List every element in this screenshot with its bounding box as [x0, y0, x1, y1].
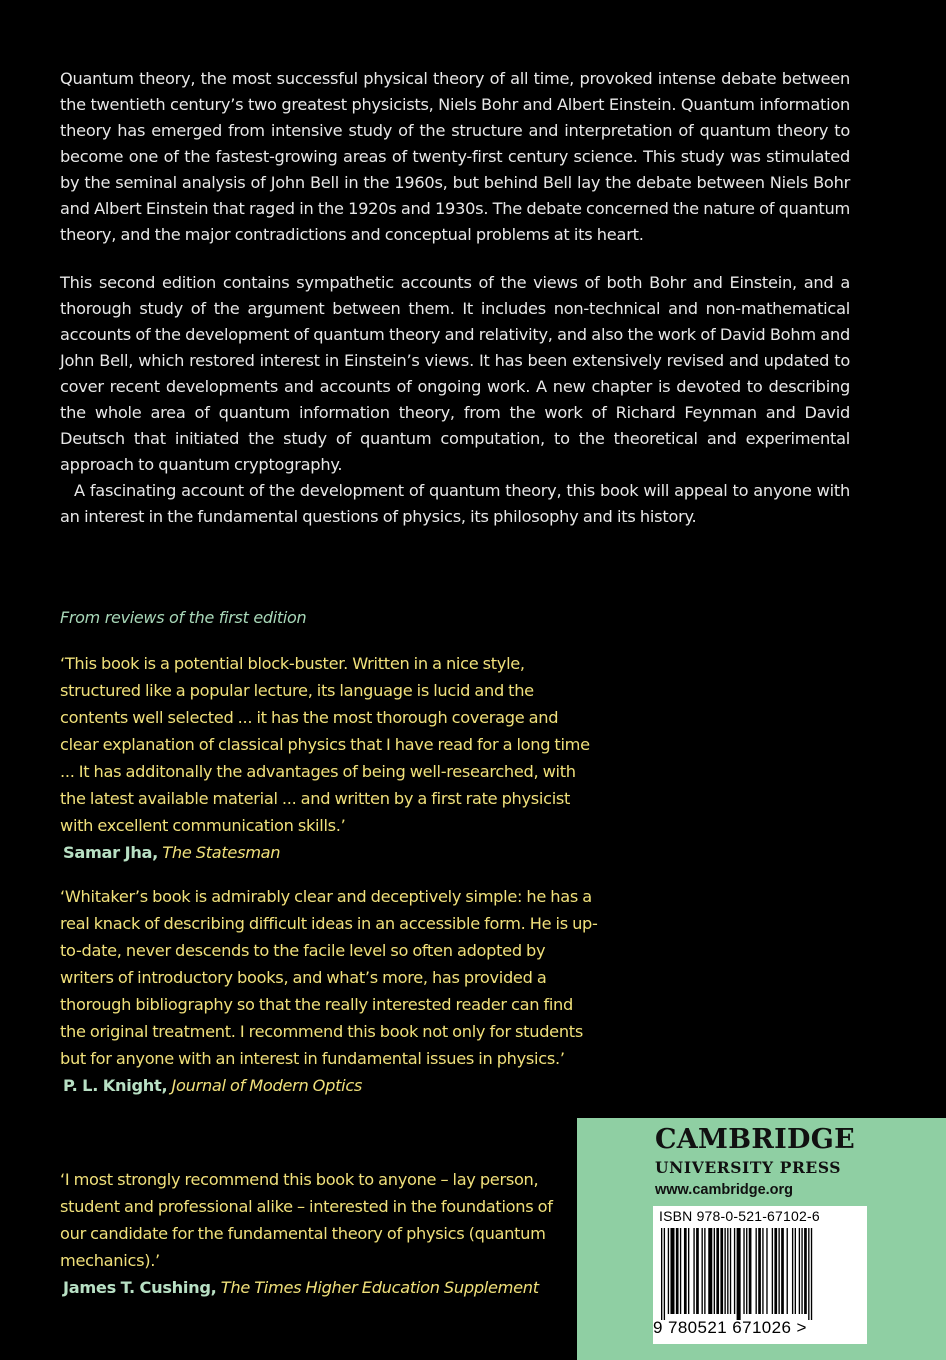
barcode-bar: [762, 1228, 763, 1314]
barcode-digits: 9 780521 671026 >: [653, 1318, 807, 1337]
review-1: [60, 650, 600, 866]
publisher-url: www.cambridge.org: [655, 1182, 794, 1198]
barcode-bar: [778, 1228, 779, 1314]
barcode-bar: [787, 1228, 788, 1314]
barcode-bar: [749, 1228, 752, 1314]
review-source: The Times Higher Education Supplement: [220, 1278, 539, 1297]
barcode-bar: [720, 1228, 723, 1314]
reviewer-name: Samar Jha,: [63, 843, 159, 862]
barcode-bar: [714, 1228, 715, 1314]
blurb-paragraph-1: Quantum theory, the most successful physical theory of all time, provoked intense debate between the twentieth century’s two greatest physicists, Niels Bohr and Albert Einstein. Quantum information theory has emerged from intensive study of the structure and interpretation of quantum theory to become one of the fastest-growing areas of twenty-first century science. This study was stimulated by the seminal analysis of John Bell in the 1960s, but behind Bell lay the debate between Niels Bohr and Albert Einstein that raged in the 1920s and 1930s. The debate concerned the nature of quantum theory, and the major contradictions and conceptual problems at its heart.: [60, 69, 850, 244]
barcode-bar: [774, 1228, 777, 1314]
review-quote: ‘Whitaker’s book is admirably clear and deceptively simple: he has a real knack of describing difficult ideas in an accessible form. He is up-to-date, never descends to the facile level so often adopted by writers of introductory books, and what’s more, has provided a thorough bibliography so that the really interested reader can find the original treatment. I recommend this book not only for students but for anyone with an interest in fundamental issues in physics.’: [60, 887, 598, 1068]
review-attribution: [60, 839, 600, 866]
barcode-block: [653, 1206, 867, 1344]
review-2: [60, 883, 600, 1099]
barcode-bar: [772, 1228, 773, 1314]
barcode-bar: [696, 1228, 699, 1314]
barcode-bar: [670, 1228, 674, 1314]
review-source: Journal of Modern Optics: [171, 1076, 363, 1095]
barcode-bar: [781, 1228, 784, 1314]
reviewer-name: James T. Cushing,: [63, 1278, 217, 1297]
reviews-heading: From reviews of the first edition: [60, 608, 307, 627]
barcode-bar: [804, 1228, 807, 1314]
publisher-name: CAMBRIDGE: [655, 1124, 855, 1155]
barcode-bar: [702, 1228, 703, 1314]
blurb-paragraph-3: A fascinating account of the development of quantum theory, this book will appeal to anyone with an interest in the fundamental questions of physics, its philosophy and its history.: [60, 481, 850, 526]
review-attribution: [60, 1072, 600, 1099]
isbn-label: ISBN 978-0-521-67102-6: [659, 1208, 820, 1224]
barcode-bar: [668, 1228, 669, 1314]
review-quote: ‘This book is a potential block-buster. Written in a nice style, structured like a popular lecture, its language is lucid and the contents well selected ... it has the most thorough coverage and clear explanation of classical physics that I have read for a long time ... It has additonally the advantages of being well-researched, with the latest available material ... and written by a first rate physicist with excellent communication skills.’: [60, 654, 590, 835]
publisher-subname: UNIVERSITY PRESS: [655, 1158, 842, 1177]
barcode-bar: [766, 1228, 767, 1314]
publisher-box: [577, 1118, 946, 1360]
barcode-bar: [758, 1228, 761, 1314]
barcode-icon: [659, 1228, 861, 1320]
barcode-bar: [693, 1228, 694, 1314]
barcode-bar: [727, 1228, 728, 1314]
barcode-bar: [708, 1228, 712, 1314]
barcode-bar: [688, 1228, 689, 1314]
barcode-bar: [664, 1228, 665, 1320]
review-attribution: [60, 1274, 560, 1301]
barcode-bar: [746, 1228, 747, 1314]
review-source: The Statesman: [162, 843, 281, 862]
barcode-bar: [661, 1228, 662, 1320]
barcode-bar: [808, 1228, 809, 1320]
barcode-bar: [756, 1228, 757, 1314]
barcode-bar: [795, 1228, 796, 1314]
barcode-bar: [676, 1228, 679, 1314]
barcode-bar: [743, 1228, 744, 1314]
blurb: [60, 66, 850, 530]
barcode-bar: [724, 1228, 725, 1314]
barcode-bar: [684, 1228, 687, 1314]
barcode-bar: [730, 1228, 731, 1314]
barcode-bar: [704, 1228, 705, 1314]
reviewer-name: P. L. Knight,: [63, 1076, 168, 1095]
barcode-bar: [680, 1228, 681, 1314]
barcode-bar: [734, 1228, 735, 1314]
review-quote: ‘I most strongly recommend this book to anyone – lay person, student and professional alike – interested in the foundations of our candidate for the fundamental theory of physics (quantum mechanics).’: [60, 1170, 553, 1270]
barcode-bar: [801, 1228, 802, 1314]
barcode-bar: [799, 1228, 800, 1314]
blurb-paragraph-2: This second edition contains sympathetic accounts of the views of both Bohr and Einstein, and a thorough study of the argument between them. It includes non-technical and non-mathematical accounts of the development of quantum theory and relativity, and also the work of David Bohm and John Bell, which restored interest in Einstein’s views. It has been extensively revised and updated to cover recent developments and accounts of ongoing work. A new chapter is devoted to describing the whole area of quantum information theory, from the work of Richard Feynman and David Deutsch that initiated the study of quantum computation, to the theoretical and experimental approach to quantum cryptography.: [60, 273, 850, 474]
barcode-bar: [792, 1228, 793, 1314]
barcode-bar: [811, 1228, 812, 1320]
review-3: [60, 1166, 560, 1301]
barcode-bar: [737, 1228, 741, 1320]
barcode-bar: [716, 1228, 719, 1314]
